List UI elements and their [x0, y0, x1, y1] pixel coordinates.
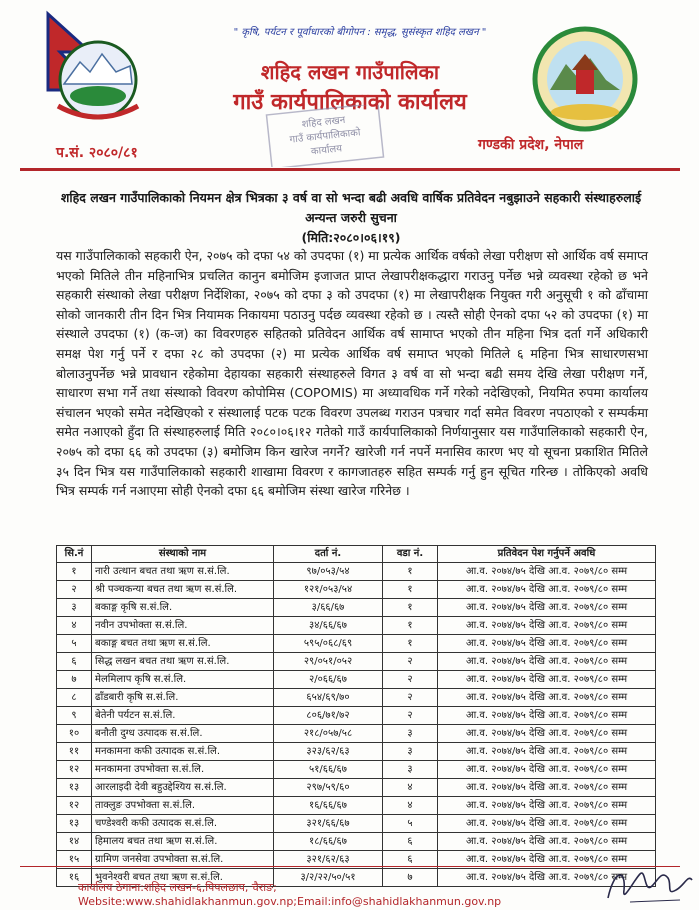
row-ward: ४: [383, 797, 438, 815]
row-ward: ६: [383, 851, 438, 869]
row-registration: ३२१/६६/६७: [274, 815, 383, 833]
footer-divider: [20, 866, 680, 867]
row-registration: १८/६६/६७: [274, 833, 383, 851]
table-row: [57, 743, 656, 761]
notice-subject-text: शहिद लखन गाउँपालिकाको नियमन क्षेत्र भित्रका ३ वर्ष वा सो भन्दा बढी अवधि वार्षिक प्रतिवेदन नबुझाउने सहकारी संस्थाहरुलाई अन्यन्त जरुरी सुचना: [60, 190, 642, 225]
row-name: ग्रामिण जनसेवा उपभोक्ता स.सं.लि.: [92, 851, 274, 869]
row-serial: ३: [57, 599, 92, 617]
row-ward: १: [383, 581, 438, 599]
row-period: आ.व. २०७४/७५ देखि आ.व. २०७९/८० सम्म: [438, 779, 656, 797]
row-name: बेतेनी पर्यटन स.सं.लि.: [92, 707, 274, 725]
row-name: नवीन उपभोक्ता स.सं.लि.: [92, 617, 274, 635]
row-name: ढाँडबारी कृषि स.सं.लि.: [92, 689, 274, 707]
column-header-period: प्रतिवेदन पेश गर्नुपर्ने अवधि: [438, 546, 656, 563]
row-name: मेलमिलाप कृषि स.सं.लि.: [92, 671, 274, 689]
row-name: सिद्ध लखन बचत तथा ऋण स.सं.लि.: [92, 653, 274, 671]
notice-subject: [56, 188, 646, 248]
row-serial: १३: [57, 779, 92, 797]
table-row: [57, 797, 656, 815]
table-row: [57, 635, 656, 653]
column-header-name: संस्थाको नाम: [92, 546, 274, 563]
row-registration: १२१/०५३/५४: [274, 581, 383, 599]
stamp-line-2: गाउँ कार्यपालिकाको: [289, 127, 362, 146]
row-serial: ५: [57, 635, 92, 653]
office-name: शहिद लखन गाउँपालिका: [260, 60, 440, 84]
row-period: आ.व. २०७४/७५ देखि आ.व. २०७९/८० सम्म: [438, 815, 656, 833]
row-registration: ५९५/०६८/६९: [274, 635, 383, 653]
row-serial: ६: [57, 653, 92, 671]
table-row: [57, 761, 656, 779]
row-period: आ.व. २०७४/७५ देखि आ.व. २०७९/८० सम्म: [438, 581, 656, 599]
row-ward: ५: [383, 815, 438, 833]
row-name: श्री पञ्चकन्या बचत तथा ऋण स.सं.लि.: [92, 581, 274, 599]
row-period: आ.व. २०७४/७५ देखि आ.व. २०७९/८० सम्म: [438, 743, 656, 761]
row-ward: ६: [383, 833, 438, 851]
table-body: [57, 563, 656, 887]
row-serial: १२: [57, 761, 92, 779]
row-serial: १०: [57, 725, 92, 743]
row-name: हिमालय बचत तथा ऋण स.सं.लि.: [92, 833, 274, 851]
column-header-serial: सि.नं: [57, 546, 92, 563]
row-serial: ११: [57, 743, 92, 761]
row-serial: ८: [57, 689, 92, 707]
column-header-registration: दर्ता नं.: [274, 546, 383, 563]
row-name: मनकामना कफी उत्पादक स.सं.लि.: [92, 743, 274, 761]
row-period: आ.व. २०७४/७५ देखि आ.व. २०७९/८० सम्म: [438, 617, 656, 635]
row-registration: २९/०५१/०५२: [274, 653, 383, 671]
header-divider: [20, 168, 680, 171]
office-title: गाउँ कार्यपालिकाको कार्यालय: [233, 90, 467, 115]
row-period: आ.व. २०७४/७५ देखि आ.व. २०७९/८० सम्म: [438, 563, 656, 581]
row-name: बकाङ्ग बचत तथा ऋण स.सं.लि.: [92, 635, 274, 653]
table-row: [57, 599, 656, 617]
row-ward: २: [383, 671, 438, 689]
stamp-line-1: शहिद लखन: [301, 114, 346, 131]
row-period: आ.व. २०७४/७५ देखि आ.व. २०७९/८० सम्म: [438, 761, 656, 779]
row-serial: १२: [57, 797, 92, 815]
row-registration: ३२३/६२/६३: [274, 743, 383, 761]
table-row: [57, 617, 656, 635]
row-ward: २: [383, 653, 438, 671]
row-ward: २: [383, 707, 438, 725]
reference-number: प.सं. २०८०/८१: [56, 145, 138, 161]
row-registration: ३२१/६२/६३: [274, 851, 383, 869]
notice-body: यस गाउँपालिकाको सहकारी ऐन, २०७५ को दफा ५४ को उपदफा (१) मा प्रत्येक आर्थिक वर्षको लेखा परीक्षण सो आर्थिक वर्ष समाप्त भएको मितिले तीन महिनाभित्र प्रचलित कानुन बमोजिम इजाजत प्राप्त लेखापरीक्षकद्धारा गराउनु पर्नेछ भन्ने व्यवस्था रहेको छ भने सहकारी संस्थाको लेखा परीक्षण निर्देशिका, २०७५ को दफा ३ को उपदफा (१) मा लेखापरीक्षक नियुक्त गरी अनुसूची १ को ढाँचामा सोको जानकारी तीन दिन भित्र नियामक निकायमा पठाउनु पर्दछ व्यवस्था रहेको छ । त्यस्तै सोही ऐनको दफा ५२ को उपदफा (१) मा संस्थाले उपदफा (१) (क-ज) का विवरणहरु सहितको प्रतिवेदन आर्थिक वर्ष सामाप्त भएको तीन महिना भित्र दर्ता गर्ने अधिकारी समक्ष पेश गर्नु पर्ने र दफा २८ को उपदफा (२) मा प्रत्येक आर्थिक वर्ष समाप्त भएको मितिले ६ महिना भित्र साधारणसभा बोलाउनुपर्नेछ भन्ने प्रावधान रहेकोमा देहायका सहकारी संस्थाहरुले विगत ३ वर्ष वा सो भन्दा बढी समय देखि लेखा परीक्षण गर्ने, साधारण सभा गर्ने तथा संस्थाको विवरण कोपोमिस (COPOMIS) मा अध्यावधिक गर्ने गरेको नदेखिएको, नियमित रुपमा कार्यालय संचालन भएको समेत नदेखिएको र संस्थालाई पटक पटक विवरण उपलब्ध गराउन पत्रचार गर्दा समेत विवरण नपठाएको र सम्पर्कमा समेत नआएको हुँदा ति संस्थाहरुलाई मिति २०८०।०६।१२ गतेको गाउँ कार्यपालिकाको निर्णयानुसार यस गाउँपालिकाको सहकारी ऐन, २०७५ को दफा ६६ को उपदफा (३) बमोजिम किन खारेज नगर्ने? खारेजी गर्न नपर्ने मनासिव कारण भए यो सूचना प्रकाशित मितिले ३५ दिन भित्र यस गाउँपालिकाको सहकारी शाखामा विवरण र कागजातहरु सहित सम्पर्क गर्नु हुन सूचित गरिन्छ । तोकिएको अवधि भित्र सम्पर्क गर्न नआएमा सोही ऐनको दफा ६६ बमोजिम संस्था खारेज गरिनेछ ।: [56, 248, 648, 499]
cooperatives-table: [56, 545, 656, 887]
row-serial: १५: [57, 851, 92, 869]
row-serial: १६: [57, 869, 92, 887]
row-serial: ९: [57, 707, 92, 725]
row-serial: ७: [57, 671, 92, 689]
row-ward: २: [383, 689, 438, 707]
column-header-ward: वडा नं.: [383, 546, 438, 563]
row-registration: २१८/०५७/५८: [274, 725, 383, 743]
row-ward: ७: [383, 869, 438, 887]
row-registration: ८०६/७१/७२: [274, 707, 383, 725]
nepal-emblem-logo: [40, 10, 150, 128]
row-registration: ३/६६/६७: [274, 599, 383, 617]
province-label: गण्डकी प्रदेश, नेपाल: [478, 137, 584, 153]
row-period: आ.व. २०७४/७५ देखि आ.व. २०७९/८० सम्म: [438, 833, 656, 851]
row-ward: १: [383, 617, 438, 635]
row-name: आरलाइदी देवी बहुउद्देश्यिय स.सं.लि.: [92, 779, 274, 797]
table-row: [57, 779, 656, 797]
row-name: बकाङ्ग कृषि स.सं.लि.: [92, 599, 274, 617]
row-registration: २/०६६/६७: [274, 671, 383, 689]
table-row: [57, 833, 656, 851]
table-header-row: [57, 546, 656, 563]
row-period: आ.व. २०७४/७५ देखि आ.व. २०७९/८० सम्म: [438, 671, 656, 689]
footer-address: कार्यालय ठेगाना:शहिद लखन-६,पिपलछाप, चैराङ; Website:www.shahidlakhanmun.gov.np;Email:info@shahidlakhanmun.gov.np: [78, 881, 502, 908]
row-registration: ५१/६६/६७: [274, 761, 383, 779]
row-name: नारी उत्थान बचत तथा ऋण स.सं.लि.: [92, 563, 274, 581]
row-ward: ३: [383, 743, 438, 761]
row-ward: ३: [383, 761, 438, 779]
row-ward: १: [383, 599, 438, 617]
table-row: [57, 653, 656, 671]
row-period: आ.व. २०७४/७५ देखि आ.व. २०७९/८० सम्म: [438, 797, 656, 815]
row-name: मनकामना उपभोक्ता स.सं.लि.: [92, 761, 274, 779]
table-row: [57, 689, 656, 707]
row-serial: ४: [57, 617, 92, 635]
row-name: चण्डेश्वरी कफी उत्पादक स.सं.लि.: [92, 815, 274, 833]
row-registration: १६/६६/६७: [274, 797, 383, 815]
row-registration: २९७/५९/६०: [274, 779, 383, 797]
signature: [600, 860, 698, 910]
row-period: आ.व. २०७४/७५ देखि आ.व. २०७९/८० सम्म: [438, 599, 656, 617]
office-motto: " कृषि, पर्यटन र पूर्वाधारको बीगोपन : समृद्ध, सुसंस्कृत शहिद लखन ": [233, 27, 487, 38]
row-period: आ.व. २०७४/७५ देखि आ.व. २०७९/८० सम्म: [438, 725, 656, 743]
row-registration: ३४/६६/६७: [274, 617, 383, 635]
row-serial: १३: [57, 815, 92, 833]
row-serial: १: [57, 563, 92, 581]
table-row: [57, 581, 656, 599]
row-registration: ३/२/२२/५०/५१: [274, 869, 383, 887]
row-name: बनौती दुग्ध उत्पादक स.सं.लि.: [92, 725, 274, 743]
table-row: [57, 815, 656, 833]
row-period: आ.व. २०७४/७५ देखि आ.व. २०७९/८० सम्म: [438, 635, 656, 653]
row-registration: ९७/०५३/५४: [274, 563, 383, 581]
row-period: आ.व. २०७४/७५ देखि आ.व. २०७९/८० सम्म: [438, 707, 656, 725]
table-row: [57, 563, 656, 581]
row-period: आ.व. २०७४/७५ देखि आ.व. २०७९/८० सम्म: [438, 851, 656, 869]
row-ward: ३: [383, 725, 438, 743]
row-name: ताक्लुङ उपभोक्ता स.सं.लि.: [92, 797, 274, 815]
row-period: आ.व. २०७४/७५ देखि आ.व. २०७९/८० सम्म: [438, 653, 656, 671]
row-period: आ.व. २०७४/७५ देखि आ.व. २०७९/८० सम्म: [438, 689, 656, 707]
row-period: आ.व. २०७४/७५ देखि आ.व. २०७९/८० सम्म: [438, 869, 656, 887]
office-stamp: [265, 105, 385, 167]
table-row: [57, 671, 656, 689]
table-row: [57, 725, 656, 743]
row-registration: ६५४/६९/७०: [274, 689, 383, 707]
row-ward: १: [383, 635, 438, 653]
row-ward: १: [383, 563, 438, 581]
stamp-line-3: कार्यालय: [310, 143, 343, 158]
table-row: [57, 707, 656, 725]
row-name: भुवनेश्वरी बचत तथा ऋण स.सं.लि.: [92, 869, 274, 887]
row-serial: १४: [57, 833, 92, 851]
notice-date: (मिति:२०८०।०६।१९): [301, 230, 401, 245]
row-serial: २: [57, 581, 92, 599]
row-ward: ४: [383, 779, 438, 797]
